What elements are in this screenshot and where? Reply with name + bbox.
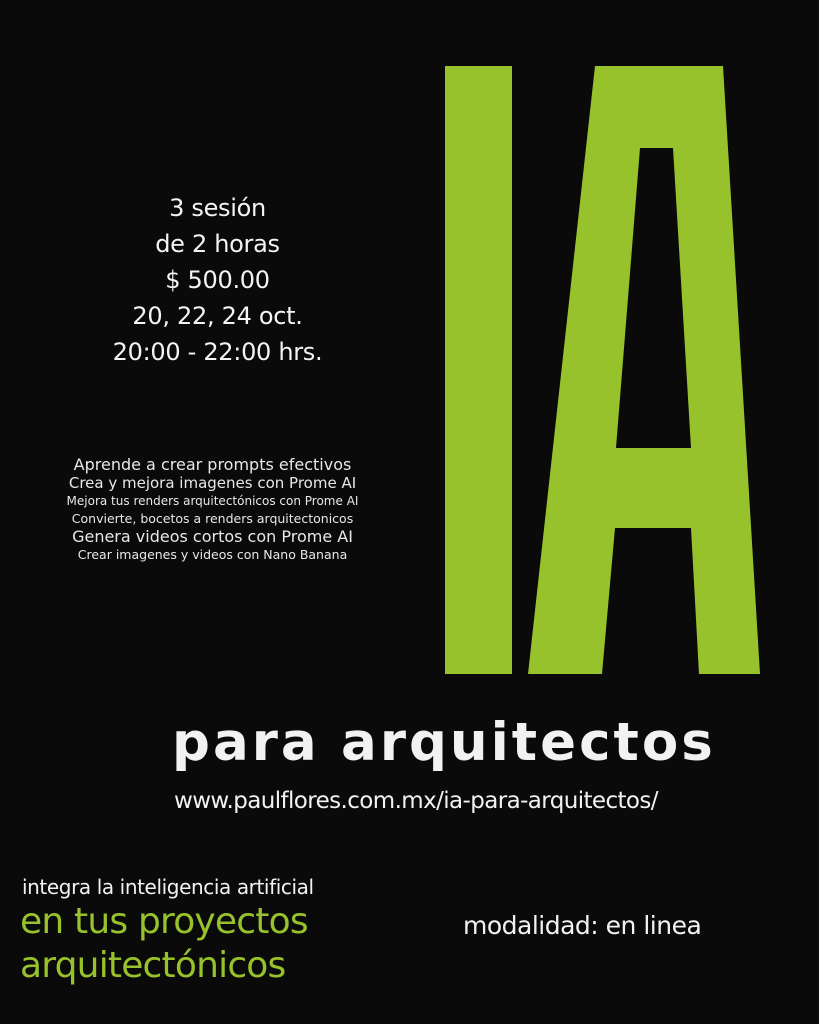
letter-a [528,66,760,674]
tagline-line-2: arquitectónicos [20,945,286,986]
headline-ia [445,66,760,674]
topic-item: Crea y mejora imagenes con Prome AI [68,474,357,492]
tagline-line-1: en tus proyectos [20,901,308,942]
subtitle: para arquitectos [172,712,716,773]
session-count: 3 sesión [169,194,266,222]
topics-list [30,456,395,564]
session-duration: de 2 horas [155,230,280,258]
dates: 20, 22, 24 oct. [132,302,303,330]
topic-item: Mejora tus renders arquitectónicos con Prome AI [66,494,359,508]
letter-i [445,66,512,674]
ia-letterforms [445,66,760,674]
topic-item: Crear imagenes y videos con Nano Banana [77,547,348,562]
topic-item: Genera videos cortos con Prome AI [72,527,353,546]
topic-item: Aprende a crear prompts efectivos [73,455,352,474]
schedule: 20:00 - 22:00 hrs. [112,338,323,366]
session-info [95,190,340,370]
tagline-intro: integra la inteligencia artificial [22,875,314,899]
website-url[interactable]: www.paulflores.com.mx/ia-para-arquitectos/ [174,788,658,814]
price: $ 500.00 [165,266,270,294]
topic-item: Convierte, bocetos a renders arquitectonicos [71,511,354,526]
modality: modalidad: en linea [463,911,702,940]
